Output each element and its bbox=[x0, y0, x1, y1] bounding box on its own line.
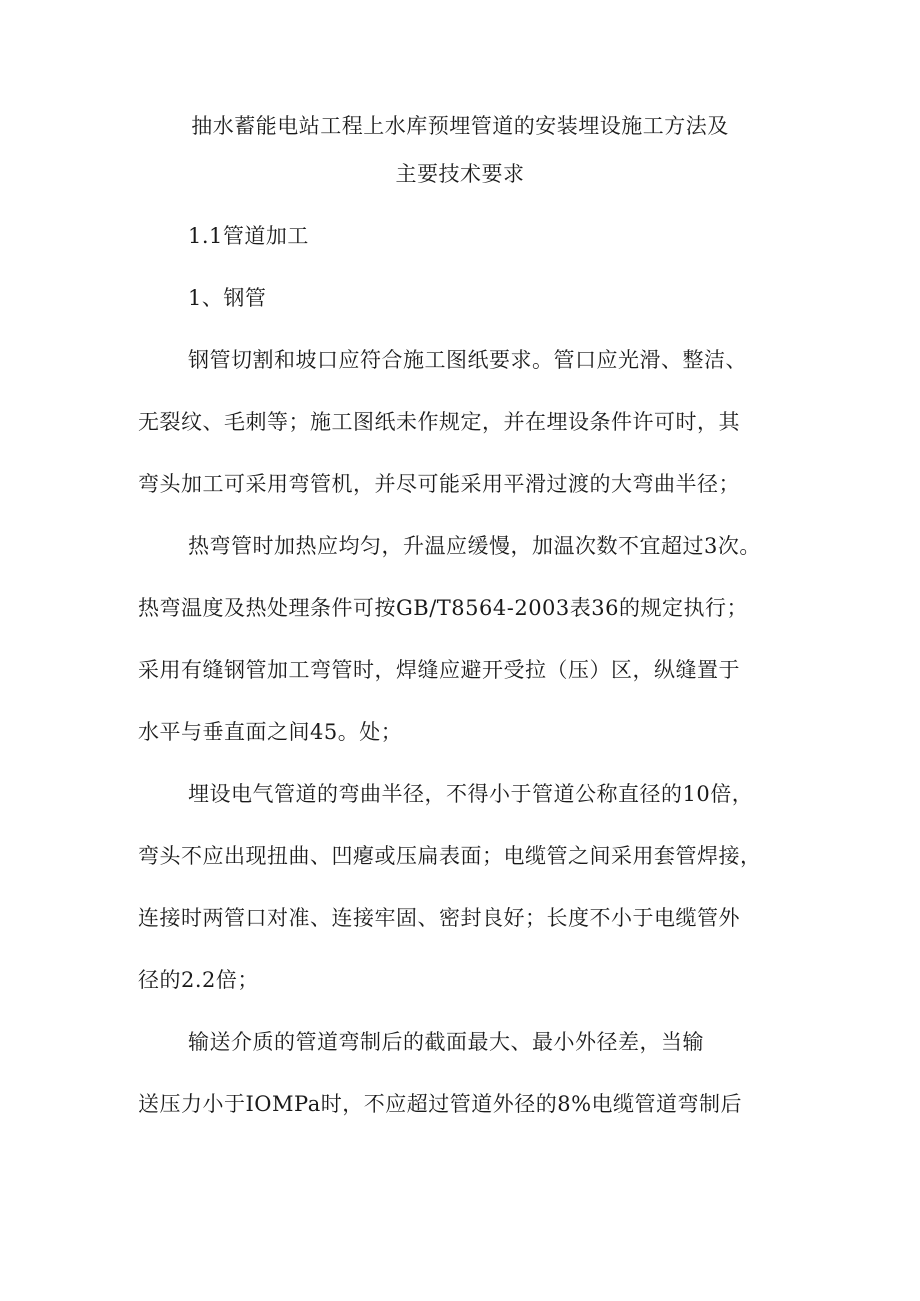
paragraph-line: 连接时两管口对准、连接牢固、密封良好；长度不小于电缆管外 bbox=[138, 906, 740, 930]
paragraph-line: 送压力小于IOMPa时，不应超过管道外径的8%电缆管道弯制后 bbox=[138, 1092, 743, 1116]
section-heading: 1.1管道加工 bbox=[188, 224, 309, 248]
paragraph-line: 无裂纹、毛刺等；施工图纸未作规定，并在埋设条件许可时，其 bbox=[138, 410, 740, 434]
paragraph-line: 弯头加工可采用弯管机，并尽可能采用平滑过渡的大弯曲半径； bbox=[138, 472, 740, 496]
paragraph-line: 热弯温度及热处理条件可按GB/T8564-2003表36的规定执行； bbox=[138, 596, 748, 620]
paragraph-line: 弯头不应出现扭曲、凹瘪或压扁表面；电缆管之间采用套管焊接， bbox=[138, 844, 762, 868]
subsection-heading: 1、钢管 bbox=[188, 286, 267, 310]
paragraph-line: 钢管切割和坡口应符合施工图纸要求。管口应光滑、整洁、 bbox=[188, 348, 747, 372]
paragraph-line: 输送介质的管道弯制后的截面最大、最小外径差，当输 bbox=[188, 1030, 704, 1054]
paragraph-line: 埋设电气管道的弯曲半径，不得小于管道公称直径的10倍， bbox=[188, 782, 754, 806]
paragraph-line: 径的2.2倍； bbox=[138, 968, 259, 992]
paragraph-line: 采用有缝钢管加工弯管时，焊缝应避开受拉（压）区，纵缝置于 bbox=[138, 658, 740, 682]
paragraph-line: 热弯管时加热应均匀，升温应缓慢，加温次数不宜超过3次。 bbox=[188, 534, 761, 558]
document-title-line-2: 主要技术要求 bbox=[395, 162, 525, 186]
paragraph-line: 水平与垂直面之间45。处； bbox=[138, 720, 403, 744]
document-title-line-1: 抽水蓄能电站工程上水库预埋管道的安装埋设施工方法及 bbox=[191, 114, 729, 138]
